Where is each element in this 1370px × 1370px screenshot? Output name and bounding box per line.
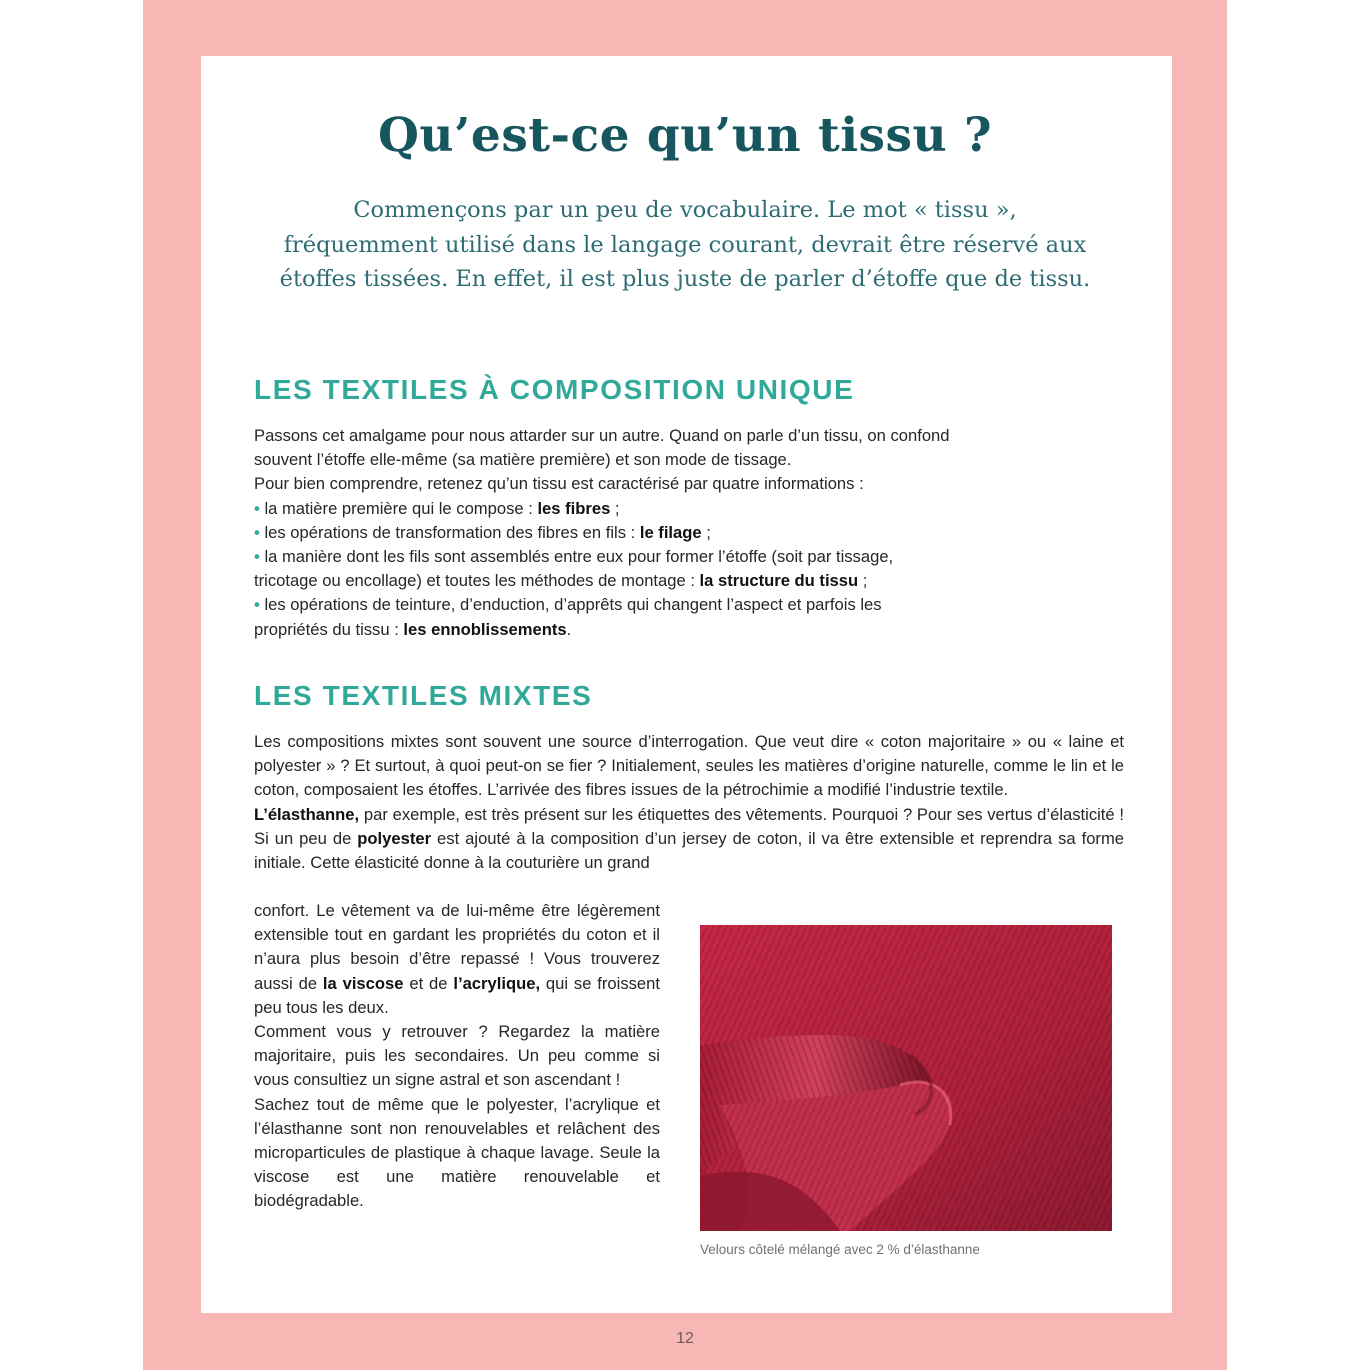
keyword: polyester (357, 828, 432, 848)
bullet-item-ennoblissements (254, 593, 1124, 617)
paragraph-line: Passons cet amalgame pour nous attarder sur un autre. Quand on parle d’un tissu, on confond (254, 426, 950, 445)
bullet-text: la matière première qui le compose : (264, 498, 538, 518)
bullet-keyword: les fibres (537, 498, 611, 518)
section-mixtes-column (254, 899, 660, 1214)
paragraph-text: par exemple, est très présent sur les étiquettes des vêtements. Pourquoi ? Pour ses vertus d’élasticité ! Si un peu de (254, 804, 1124, 848)
paragraph: Les compositions mixtes sont souvent une source d’interrogation. Que veut dire « coton majoritaire » ou « laine et polyester » ? Et surtout, à quoi peut-on se fier ? Initialement, seules les matières d’origine naturelle, comme le lin et le coton, composaient les étoffes. L’arrivée des fibres issues de la pétrochimie a modifié l’industrie textile. (254, 732, 1124, 800)
bullet-icon: • (254, 498, 260, 518)
intro-line: étoffes tissées. En effet, il est plus juste de parler d’étoffe que de tissu. (279, 266, 1091, 292)
bullet-end: ; (858, 571, 868, 591)
bullet-end: ; (701, 522, 711, 542)
section-mixtes-body (254, 730, 1124, 875)
keyword: l’acrylique, (453, 973, 541, 993)
fabric-photo (700, 925, 1112, 1231)
section-heading-composition-unique: LES TEXTILES À COMPOSITION UNIQUE (254, 374, 855, 405)
bullet-keyword: le filage (639, 522, 702, 542)
paragraph (254, 899, 660, 1020)
intro-line: fréquemment utilisé dans le langage courant, devrait être réservé aux (283, 231, 1087, 258)
paragraph-text: qui se froissent peu tous les deux. (254, 973, 660, 1017)
paragraph (254, 803, 1124, 876)
bullet-keyword: la structure du tissu (699, 571, 859, 591)
paragraph-text: et de (403, 973, 454, 993)
bullet-item-ennoblissements-cont (254, 618, 1124, 642)
keyword: la viscose (322, 973, 404, 993)
page-title: Qu’est-ce qu’un tissu ? (377, 108, 993, 163)
paragraph-text: confort. Le vêtement va de lui-même être légèrement extensible tout en gardant les propriétés du coton et il n’aura plus besoin d’être repassé ! Vous trouverez aussi de (254, 901, 660, 993)
photo-caption: Velours côtelé mélangé avec 2 % d’élasthanne (700, 1242, 980, 1257)
bullet-end: ; (610, 498, 620, 518)
bullet-text: la manière dont les fils sont assemblés entre eux pour former l’étoffe (soit par tissage, (264, 547, 894, 567)
paragraph: Comment vous y retrouver ? Regardez la matière majoritaire, puis les secondaires. Un peu comme si vous consultiez un signe astral et son ascendant ! (254, 1022, 660, 1090)
section-heading-mixtes: LES TEXTILES MIXTES (254, 680, 593, 711)
bullet-text: propriétés du tissu : (254, 619, 404, 639)
bullet-keyword: les ennoblissements (403, 619, 567, 639)
bullet-icon: • (254, 595, 260, 615)
paragraph-text: est ajouté à la composition d’un jersey de coton, il va être extensible et reprendra sa forme initiale. Cette élasticité donne à la couturière un grand (254, 828, 1124, 873)
intro-paragraph (250, 193, 1120, 297)
section-composition-unique-body (254, 424, 1124, 642)
bullet-icon: • (254, 522, 260, 542)
bullet-icon: • (254, 547, 260, 567)
bullet-end: . (566, 619, 572, 639)
intro-line: Commençons par un peu de vocabulaire. Le mot « tissu », (353, 197, 1017, 223)
paragraph-line: souvent l’étoffe elle-même (sa matière première) et son mode de tissage. (254, 450, 792, 470)
bullet-item-filage (254, 521, 1124, 545)
paragraph-line: Pour bien comprendre, retenez qu’un tissu est caractérisé par quatre informations : (254, 474, 864, 494)
bullet-text: les opérations de teinture, d’enduction, d’apprêts qui changent l’aspect et parfois les (264, 595, 882, 615)
bullet-item-fibres (254, 497, 1124, 521)
paragraph: Sachez tout de même que le polyester, l’acrylique et l’élasthanne sont non renouvelables et relâchent des microparticules de plastique à chaque lavage. Seule la viscose est une matière renouvelable et biodégradable. (254, 1094, 660, 1211)
bullet-text: les opérations de transformation des fibres en fils : (264, 522, 640, 542)
bullet-text: tricotage ou encollage) et toutes les méthodes de montage : (254, 571, 700, 591)
keyword: L’élasthanne, (254, 804, 360, 824)
bullet-item-structure-cont (254, 569, 1124, 593)
page-number: 12 (676, 1330, 694, 1347)
corduroy-fabric-image (700, 925, 1112, 1231)
bullet-item-structure (254, 545, 1124, 569)
